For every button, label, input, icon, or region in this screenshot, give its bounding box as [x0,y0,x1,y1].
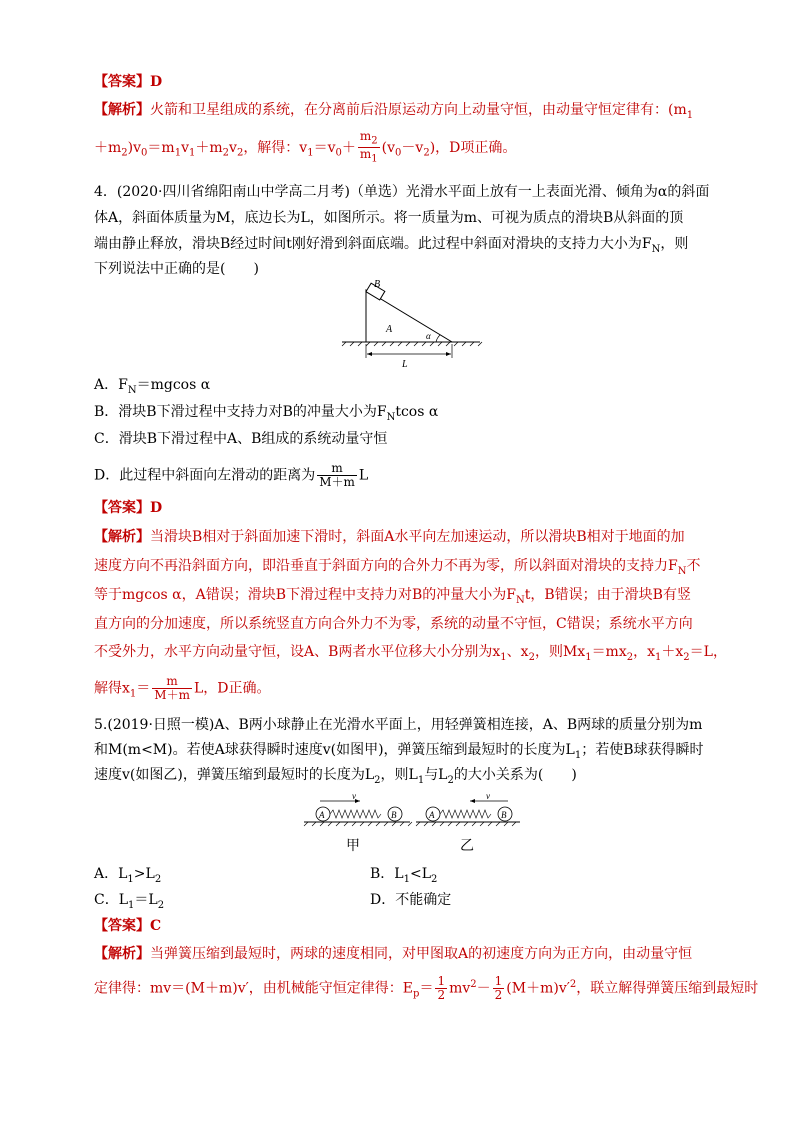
figure-label-alpha: α [426,331,431,341]
q5-option-b: B．$L_1<L_2$ [370,866,438,885]
ball-B-right: B [501,810,507,820]
q5-stem-line2: 和M(m<M)。若使A球获得瞬时速度v(如图甲)，弹簧压缩到最短时的长度为$L_1$；若使B球获得瞬时 [94,742,704,761]
q3-answer [94,73,162,91]
velocity-left: v [352,794,356,801]
q4-analysis-line6: 解得$x_1=$ $\frac{m}{M+m}$ L，D正确。 [94,674,271,702]
q4-stem-line2: 体A，斜面体质量为M，底边长为L，如图所示。将一质量为m、可视为质点的滑块B从斜面的顶 [94,210,684,226]
q5-option-a: A．$L_1>L_2$ [94,866,162,885]
ball-A-right: A [429,810,435,820]
q5-option-c: C．$L_1=L_2$ [94,892,165,911]
q4-analysis-line4: 直方向的分加速度，所以系统竖直方向合外力不为零，系统的动量不守恒，C错误；系统水平方向 [94,616,693,632]
velocity-right: v [486,794,490,801]
q5-analysis-line1: 【解析】当弹簧压缩到最短时，两球的速度相同，对甲图取A的初速度方向为正方向，由动量守恒 [94,946,693,962]
q4-analysis-line3: 等于mgcos α，A错误；滑块B下滑过程中支持力对B的冲量大小为$F_Nt$，B错误；由于滑块B有竖 [94,587,691,606]
figure-label-L: L [402,359,408,370]
q5-stem-line1: 5.(2019·日照一模)A、B两小球静止在光滑水平面上，用轻弹簧相连接，A、B两球的质量分别为m [94,717,703,733]
q4-answer: 【答案】D [94,500,163,516]
spring-figure [300,794,522,856]
caption-yi: 乙 [460,838,474,854]
q4-option-b: B．滑块B下滑过程中支持力对B的冲量大小为$F_Ntcos$ α [94,404,439,423]
q3-analysis-line2: $+m_2)v_0=m_1v_1+m_2v_2$，解得：$v_1=v_0+$ $\frac{m_2}{m_1}$ $(v_0-v_2)$，D项正确。 [94,129,517,165]
caption-jia: 甲 [346,838,360,854]
answer-value: D [150,74,163,90]
q4-option-c: C．滑块B下滑过程中A、B组成的系统动量守恒 [94,431,388,447]
q5-option-d: D．不能确定 [370,892,452,908]
q5-analysis-line2: 定律得：mv＝(M＋m)v′，由机械能守恒定律得：$E_p=$ $\frac{1}{2}$ $mv^2-$ $\frac{1}{2}$ $(M+m)v'^2$，联立解得弹簧压缩到最短时 [94,974,759,1002]
figure-label-B: B [374,279,381,290]
fraction-m2-m1: $\frac{m_2}{m_1}$ [359,129,378,165]
q5-answer: 【答案】C [94,918,162,934]
answer-label: 【答案】 [94,74,150,90]
q4-option-a: A．$F_N=mgcos$ α [94,377,211,396]
incline-figure [340,278,490,370]
q4-stem-line3: 端由静止释放，滑块B经过时间t刚好滑到斜面底端。此过程中斜面对滑块的支持力大小为$F_N$，则 [94,236,689,255]
q3-analysis-line1: 【解析】火箭和卫星组成的系统，在分离前后沿原运动方向上动量守恒，由动量守恒定律有：($m_1$ [94,102,694,121]
ball-A-left: A [319,810,325,820]
q4-stem-line1: 4．(2020·四川省绵阳南山中学高二月考)（单选）光滑水平面上放有一上表面光滑、倾角为α的斜面 [94,184,710,200]
q4-analysis-line1: 【解析】当滑块B相对于斜面加速下滑时，斜面A水平向左加速运动，所以滑块B相对于地面的加 [94,529,685,545]
q4-analysis-line5: 不受外力，水平方向动量守恒，设A、B两者水平位移大小分别为$x_1$、$x_2$，则$Mx_1=mx_2$，$x_1+x_2=L$， [94,644,727,663]
ball-B-left: B [391,810,397,820]
figure-label-A: A [386,324,393,335]
q4-stem-line4: 下列说法中正确的是( ) [94,261,259,277]
q4-option-d: D．此过程中斜面向左滑动的距离为 $\frac{m}{M+m}$ L [94,461,369,489]
q5-stem-line3: 速度v(如图乙)，弹簧压缩到最短时的长度为$L_2$，则$L_1$与$L_2$的大小关系为( ) [94,767,577,786]
q4-analysis-line2: 速度方向不再沿斜面方向，即沿垂直于斜面方向的合外力不再为零，所以斜面对滑块的支持力$F_N$不 [94,558,701,577]
